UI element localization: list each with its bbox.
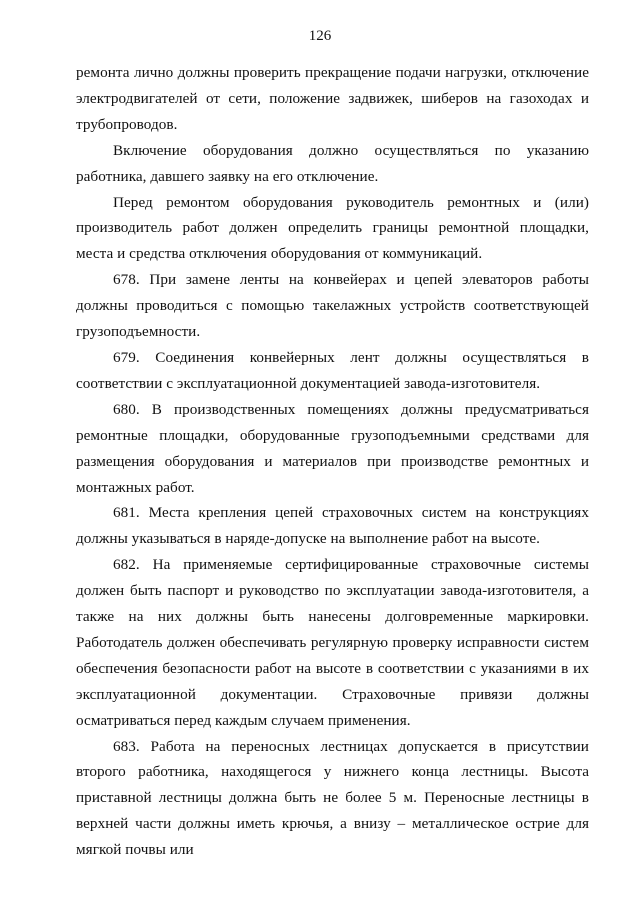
- paragraph-continuation: ремонта лично должны проверить прекращение подачи нагрузки, отключение электродвигателей от сети, положение задвижек, шиберов на газоходах и трубопроводов.: [76, 64, 589, 133]
- paragraph-680: 680. В производственных помещениях должны предусматриваться ремонтные площадки, оборудованные грузоподъемными средствами для размещения оборудования и материалов при производстве ремонтных и монтажных работ.: [76, 400, 589, 496]
- document-body: [76, 60, 589, 863]
- paragraph-repair-area: Перед ремонтом оборудования руководитель ремонтных и (или) производитель работ должен определить границы ремонтной площадки, места и средства отключения оборудования от коммуникаций.: [76, 193, 589, 263]
- paragraph-678: 678. При замене ленты на конвейерах и цепей элеваторов работы должны проводиться с помощью такелажных устройств соответствующей грузоподъемности.: [76, 271, 589, 341]
- paragraph-683: 683. Работа на переносных лестницах допускается в присутствии второго работника, находящегося у нижнего конца лестницы. Высота приставной лестницы должна быть не более 5 м. Переносные лестницы в верхней части должны иметь крючья, а внизу – металлическое острие для мягкой почвы или: [76, 737, 589, 859]
- paragraph-682: 682. На применяемые сертифицированные страховочные системы должен быть паспорт и руководство по эксплуатации завода-изготовителя, а также на них должны быть нанесены долговременные маркировки. Работодатель должен обеспечивать регулярную проверку исправности систем обеспечения безопасности работ на высоте в соответствии с указаниями в их эксплуатационной документации. Страховочные привязи должны осматриваться перед каждым случаем применения.: [76, 556, 589, 729]
- paragraph-679: 679. Соединения конвейерных лент должны осуществляться в соответствии с эксплуатационной документацией завода-изготовителя.: [76, 348, 589, 392]
- paragraph-681: 681. Места крепления цепей страховочных систем на конструкциях должны указываться в наряде-допуске на выполнение работ на высоте.: [76, 504, 589, 548]
- page-number: 126: [308, 28, 332, 44]
- paragraph-equipment-switch-on: Включение оборудования должно осуществляться по указанию работника, давшего заявку на его отключение.: [76, 141, 589, 185]
